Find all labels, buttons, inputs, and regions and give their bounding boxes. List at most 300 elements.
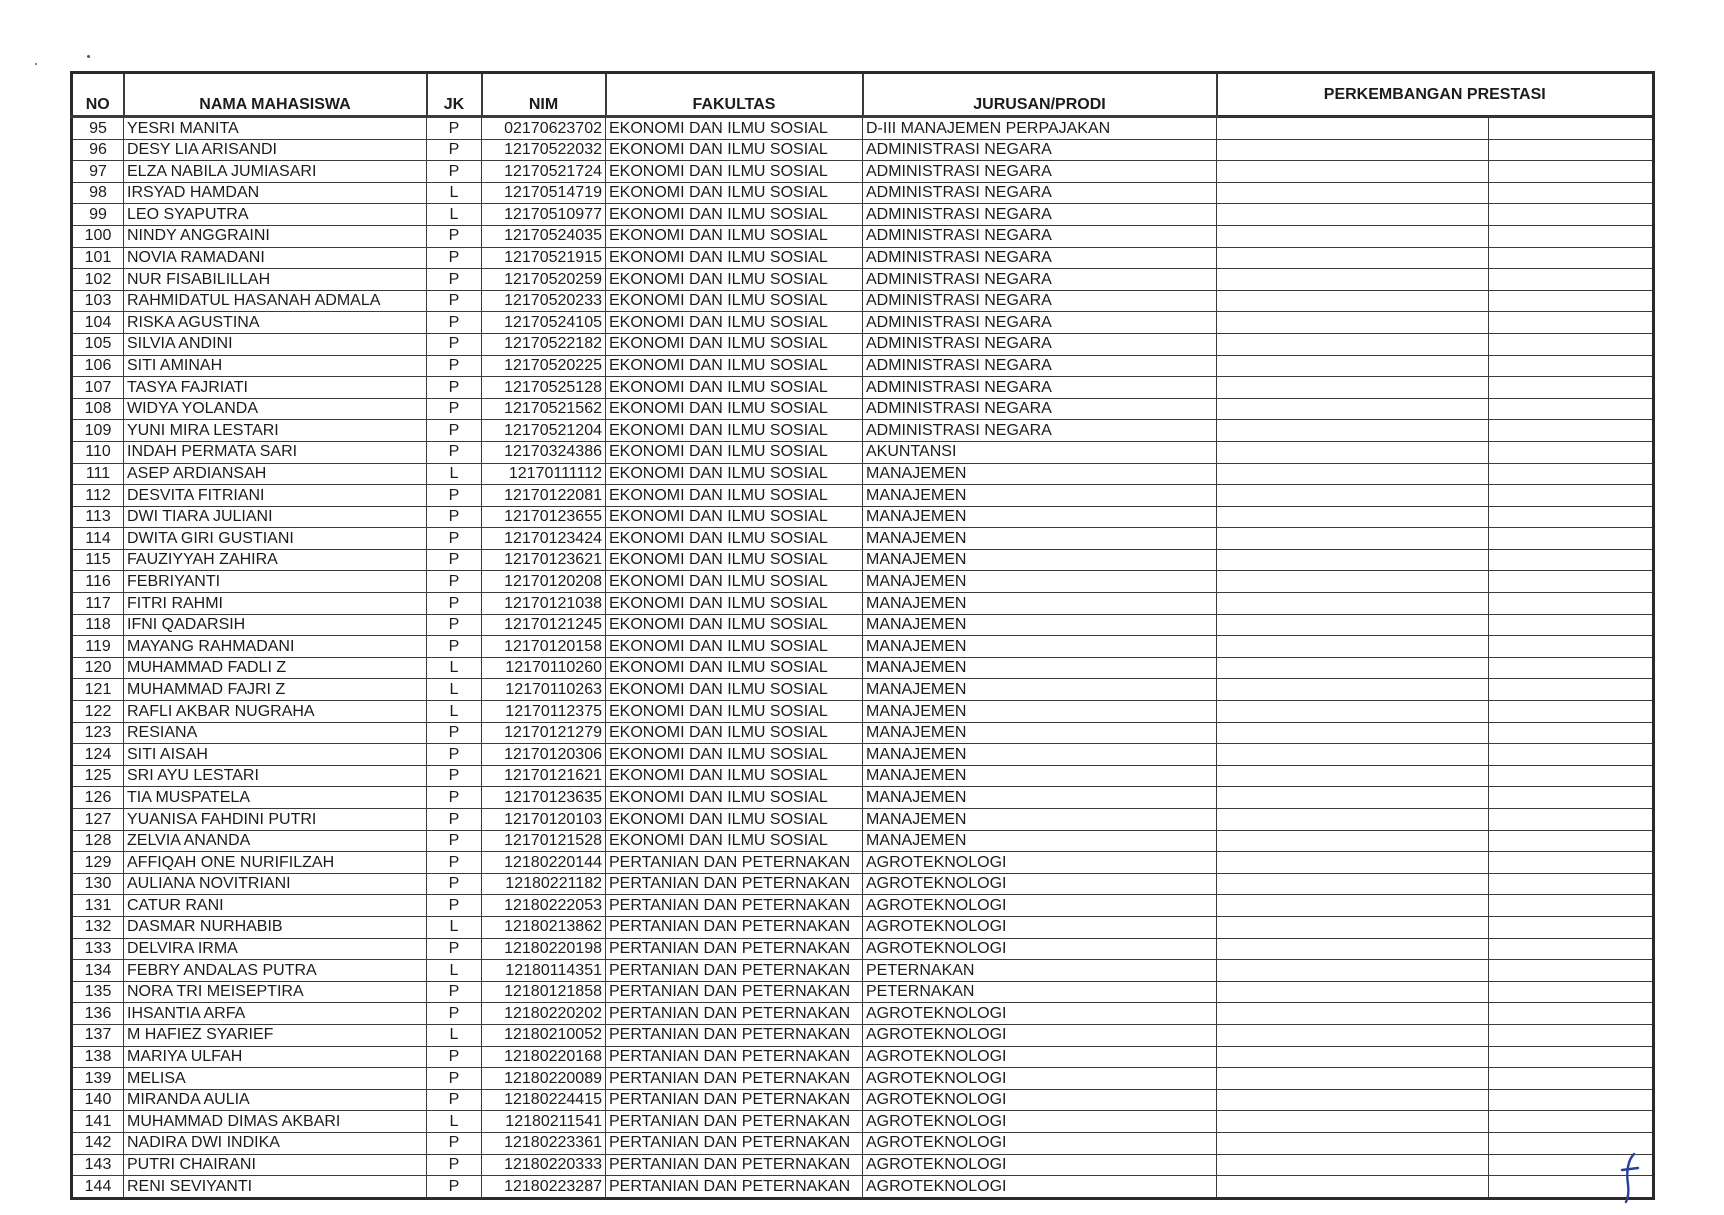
row-nim: 12170121621 <box>482 765 606 787</box>
row-prestasi-1 <box>1217 528 1489 550</box>
row-fakultas: EKONOMI DAN ILMU SOSIAL <box>606 333 863 355</box>
row-no: 137 <box>72 1024 124 1046</box>
row-prestasi-2 <box>1489 895 1654 917</box>
row-nama: TASYA FAJRIATI <box>124 377 427 399</box>
row-nim: 12180222053 <box>482 895 606 917</box>
row-no: 120 <box>72 657 124 679</box>
row-jurusan: MANAJEMEN <box>863 830 1217 852</box>
row-no: 102 <box>72 269 124 291</box>
row-prestasi-1 <box>1217 225 1489 247</box>
row-no: 101 <box>72 247 124 269</box>
row-jk: P <box>427 506 482 528</box>
row-jk: L <box>427 204 482 226</box>
row-fakultas: EKONOMI DAN ILMU SOSIAL <box>606 809 863 831</box>
row-prestasi-2 <box>1489 787 1654 809</box>
row-no: 126 <box>72 787 124 809</box>
row-prestasi-2 <box>1489 355 1654 377</box>
row-no: 129 <box>72 852 124 874</box>
row-jk: L <box>427 916 482 938</box>
row-no: 96 <box>72 139 124 161</box>
row-prestasi-1 <box>1217 787 1489 809</box>
row-prestasi-1 <box>1217 1154 1489 1176</box>
row-prestasi-2 <box>1489 506 1654 528</box>
table-row <box>72 1003 1654 1025</box>
row-no: 115 <box>72 549 124 571</box>
row-jk: P <box>427 722 482 744</box>
row-fakultas: PERTANIAN DAN PETERNAKAN <box>606 1024 863 1046</box>
row-prestasi-2 <box>1489 614 1654 636</box>
table-row <box>72 679 1654 701</box>
row-prestasi-2 <box>1489 1024 1654 1046</box>
row-jurusan: AKUNTANSI <box>863 441 1217 463</box>
table-row <box>72 139 1654 161</box>
row-nama: SILVIA ANDINI <box>124 333 427 355</box>
row-nim: 12170122081 <box>482 485 606 507</box>
speck-mark <box>87 55 90 58</box>
row-nim: 12170520259 <box>482 269 606 291</box>
row-no: 131 <box>72 895 124 917</box>
row-jk: P <box>427 744 482 766</box>
row-jurusan: ADMINISTRASI NEGARA <box>863 269 1217 291</box>
row-nim: 12170111112 <box>482 463 606 485</box>
row-fakultas: EKONOMI DAN ILMU SOSIAL <box>606 528 863 550</box>
row-jurusan: AGROTEKNOLOGI <box>863 1046 1217 1068</box>
table-row <box>72 1154 1654 1176</box>
row-jurusan: AGROTEKNOLOGI <box>863 1003 1217 1025</box>
row-fakultas: PERTANIAN DAN PETERNAKAN <box>606 1068 863 1090</box>
row-nim: 12180220198 <box>482 938 606 960</box>
row-prestasi-1 <box>1217 701 1489 723</box>
row-no: 109 <box>72 420 124 442</box>
table-row <box>72 333 1654 355</box>
row-jurusan: MANAJEMEN <box>863 657 1217 679</box>
table-row <box>72 809 1654 831</box>
row-nim: 12170521562 <box>482 398 606 420</box>
row-prestasi-2 <box>1489 593 1654 615</box>
table-row <box>72 117 1654 140</box>
row-fakultas: EKONOMI DAN ILMU SOSIAL <box>606 247 863 269</box>
row-nim: 02170623702 <box>482 117 606 140</box>
row-jurusan: ADMINISTRASI NEGARA <box>863 355 1217 377</box>
table-header-row <box>72 73 1654 117</box>
row-jk: P <box>427 117 482 140</box>
row-prestasi-1 <box>1217 938 1489 960</box>
row-fakultas: EKONOMI DAN ILMU SOSIAL <box>606 463 863 485</box>
row-prestasi-2 <box>1489 247 1654 269</box>
table-row <box>72 938 1654 960</box>
row-prestasi-2 <box>1489 679 1654 701</box>
table-row <box>72 528 1654 550</box>
row-nim: 12170324386 <box>482 441 606 463</box>
row-prestasi-1 <box>1217 355 1489 377</box>
row-fakultas: PERTANIAN DAN PETERNAKAN <box>606 981 863 1003</box>
row-prestasi-2 <box>1489 290 1654 312</box>
row-nama: IFNI QADARSIH <box>124 614 427 636</box>
row-fakultas: EKONOMI DAN ILMU SOSIAL <box>606 830 863 852</box>
row-fakultas: EKONOMI DAN ILMU SOSIAL <box>606 398 863 420</box>
row-nim: 12180114351 <box>482 960 606 982</box>
row-no: 132 <box>72 916 124 938</box>
row-jurusan: D-III MANAJEMEN PERPAJAKAN <box>863 117 1217 140</box>
row-fakultas: EKONOMI DAN ILMU SOSIAL <box>606 506 863 528</box>
row-nama: DESY LIA ARISANDI <box>124 139 427 161</box>
table-row <box>72 355 1654 377</box>
row-nim: 12170521915 <box>482 247 606 269</box>
table-row <box>72 420 1654 442</box>
row-nim: 12180220144 <box>482 852 606 874</box>
row-nama: IRSYAD HAMDAN <box>124 182 427 204</box>
row-nim: 12180224415 <box>482 1089 606 1111</box>
table-row <box>72 182 1654 204</box>
row-no: 112 <box>72 485 124 507</box>
row-nim: 12180121858 <box>482 981 606 1003</box>
header-no: NO <box>72 73 124 117</box>
row-nama: DWITA GIRI GUSTIANI <box>124 528 427 550</box>
row-prestasi-1 <box>1217 636 1489 658</box>
row-jurusan: PETERNAKAN <box>863 960 1217 982</box>
row-nama: FEBRIYANTI <box>124 571 427 593</box>
row-prestasi-1 <box>1217 1003 1489 1025</box>
row-prestasi-1 <box>1217 1024 1489 1046</box>
row-jurusan: ADMINISTRASI NEGARA <box>863 247 1217 269</box>
row-prestasi-1 <box>1217 679 1489 701</box>
row-fakultas: EKONOMI DAN ILMU SOSIAL <box>606 290 863 312</box>
row-prestasi-1 <box>1217 463 1489 485</box>
row-jurusan: MANAJEMEN <box>863 636 1217 658</box>
row-nim: 12170522182 <box>482 333 606 355</box>
row-jurusan: MANAJEMEN <box>863 744 1217 766</box>
row-jurusan: AGROTEKNOLOGI <box>863 1111 1217 1133</box>
row-prestasi-2 <box>1489 636 1654 658</box>
row-jk: P <box>427 441 482 463</box>
row-jk: P <box>427 809 482 831</box>
row-prestasi-1 <box>1217 549 1489 571</box>
row-jurusan: ADMINISTRASI NEGARA <box>863 225 1217 247</box>
row-prestasi-2 <box>1489 139 1654 161</box>
row-no: 133 <box>72 938 124 960</box>
row-jk: P <box>427 571 482 593</box>
row-fakultas: EKONOMI DAN ILMU SOSIAL <box>606 571 863 593</box>
row-prestasi-1 <box>1217 960 1489 982</box>
row-jurusan: MANAJEMEN <box>863 485 1217 507</box>
row-jurusan: AGROTEKNOLOGI <box>863 1024 1217 1046</box>
row-no: 103 <box>72 290 124 312</box>
table-row <box>72 161 1654 183</box>
row-jk: P <box>427 938 482 960</box>
table-row <box>72 549 1654 571</box>
row-jurusan: MANAJEMEN <box>863 809 1217 831</box>
table-row <box>72 312 1654 334</box>
row-nim: 12170123655 <box>482 506 606 528</box>
row-nama: PUTRI CHAIRANI <box>124 1154 427 1176</box>
row-no: 142 <box>72 1132 124 1154</box>
row-no: 135 <box>72 981 124 1003</box>
row-prestasi-1 <box>1217 722 1489 744</box>
row-prestasi-2 <box>1489 765 1654 787</box>
row-nama: FEBRY ANDALAS PUTRA <box>124 960 427 982</box>
row-fakultas: EKONOMI DAN ILMU SOSIAL <box>606 744 863 766</box>
row-jk: P <box>427 614 482 636</box>
table-row <box>72 830 1654 852</box>
row-no: 144 <box>72 1176 124 1199</box>
row-fakultas: EKONOMI DAN ILMU SOSIAL <box>606 549 863 571</box>
row-fakultas: EKONOMI DAN ILMU SOSIAL <box>606 657 863 679</box>
table-row <box>72 593 1654 615</box>
row-fakultas: PERTANIAN DAN PETERNAKAN <box>606 916 863 938</box>
row-jk: P <box>427 1068 482 1090</box>
row-nama: MARIYA ULFAH <box>124 1046 427 1068</box>
row-jurusan: MANAJEMEN <box>863 463 1217 485</box>
row-prestasi-2 <box>1489 981 1654 1003</box>
row-nim: 12170524035 <box>482 225 606 247</box>
row-no: 143 <box>72 1154 124 1176</box>
row-fakultas: PERTANIAN DAN PETERNAKAN <box>606 1003 863 1025</box>
row-jk: P <box>427 420 482 442</box>
row-prestasi-1 <box>1217 117 1489 140</box>
row-no: 104 <box>72 312 124 334</box>
row-no: 118 <box>72 614 124 636</box>
row-prestasi-1 <box>1217 571 1489 593</box>
row-prestasi-2 <box>1489 312 1654 334</box>
row-nim: 12180220202 <box>482 1003 606 1025</box>
row-nim: 12180220168 <box>482 1046 606 1068</box>
row-jk: P <box>427 247 482 269</box>
row-jk: L <box>427 701 482 723</box>
row-no: 134 <box>72 960 124 982</box>
row-jurusan: MANAJEMEN <box>863 679 1217 701</box>
table-row <box>72 636 1654 658</box>
row-nim: 12170525128 <box>482 377 606 399</box>
row-jurusan: ADMINISTRASI NEGARA <box>863 333 1217 355</box>
row-jk: P <box>427 549 482 571</box>
row-prestasi-1 <box>1217 161 1489 183</box>
row-nama: MUHAMMAD FADLI Z <box>124 657 427 679</box>
row-nama: RAHMIDATUL HASANAH ADMALA <box>124 290 427 312</box>
row-nama: TIA MUSPATELA <box>124 787 427 809</box>
row-prestasi-2 <box>1489 809 1654 831</box>
row-jurusan: MANAJEMEN <box>863 506 1217 528</box>
table-row <box>72 247 1654 269</box>
row-prestasi-1 <box>1217 182 1489 204</box>
row-prestasi-1 <box>1217 290 1489 312</box>
row-jk: P <box>427 312 482 334</box>
row-prestasi-2 <box>1489 657 1654 679</box>
row-jurusan: AGROTEKNOLOGI <box>863 895 1217 917</box>
row-jk: L <box>427 1111 482 1133</box>
row-no: 98 <box>72 182 124 204</box>
row-no: 139 <box>72 1068 124 1090</box>
row-prestasi-1 <box>1217 895 1489 917</box>
row-prestasi-1 <box>1217 1176 1489 1199</box>
header-jurusan: JURUSAN/PRODI <box>863 73 1217 117</box>
row-no: 114 <box>72 528 124 550</box>
row-jurusan: ADMINISTRASI NEGARA <box>863 420 1217 442</box>
row-prestasi-1 <box>1217 441 1489 463</box>
row-nama: RESIANA <box>124 722 427 744</box>
row-no: 111 <box>72 463 124 485</box>
row-nama: YUANISA FAHDINI PUTRI <box>124 809 427 831</box>
row-nama: NADIRA DWI INDIKA <box>124 1132 427 1154</box>
row-jurusan: ADMINISTRASI NEGARA <box>863 398 1217 420</box>
row-jk: P <box>427 1132 482 1154</box>
row-jurusan: MANAJEMEN <box>863 549 1217 571</box>
row-nama: WIDYA YOLANDA <box>124 398 427 420</box>
row-nama: DELVIRA IRMA <box>124 938 427 960</box>
row-prestasi-2 <box>1489 1089 1654 1111</box>
row-fakultas: EKONOMI DAN ILMU SOSIAL <box>606 204 863 226</box>
row-fakultas: EKONOMI DAN ILMU SOSIAL <box>606 182 863 204</box>
row-nim: 12170110263 <box>482 679 606 701</box>
row-prestasi-1 <box>1217 1046 1489 1068</box>
row-nama: MIRANDA AULIA <box>124 1089 427 1111</box>
row-jurusan: ADMINISTRASI NEGARA <box>863 204 1217 226</box>
row-nama: NINDY ANGGRAINI <box>124 225 427 247</box>
row-jk: P <box>427 377 482 399</box>
row-nama: IHSANTIA ARFA <box>124 1003 427 1025</box>
row-jk: L <box>427 182 482 204</box>
row-prestasi-1 <box>1217 333 1489 355</box>
row-fakultas: PERTANIAN DAN PETERNAKAN <box>606 1089 863 1111</box>
table-row <box>72 1024 1654 1046</box>
row-nama: MAYANG RAHMADANI <box>124 636 427 658</box>
row-jk: P <box>427 1176 482 1199</box>
row-prestasi-1 <box>1217 657 1489 679</box>
row-nim: 12180213862 <box>482 916 606 938</box>
row-no: 106 <box>72 355 124 377</box>
row-prestasi-1 <box>1217 744 1489 766</box>
row-jurusan: MANAJEMEN <box>863 722 1217 744</box>
row-jk: P <box>427 355 482 377</box>
table-row <box>72 981 1654 1003</box>
row-jk: L <box>427 1024 482 1046</box>
row-prestasi-2 <box>1489 960 1654 982</box>
table-row <box>72 701 1654 723</box>
row-nim: 12170121245 <box>482 614 606 636</box>
header-nim: NIM <box>482 73 606 117</box>
row-fakultas: PERTANIAN DAN PETERNAKAN <box>606 1046 863 1068</box>
row-no: 113 <box>72 506 124 528</box>
row-jk: P <box>427 787 482 809</box>
row-prestasi-2 <box>1489 1003 1654 1025</box>
row-fakultas: PERTANIAN DAN PETERNAKAN <box>606 938 863 960</box>
row-jurusan: ADMINISTRASI NEGARA <box>863 290 1217 312</box>
table-row <box>72 398 1654 420</box>
row-nama: YESRI MANITA <box>124 117 427 140</box>
row-nim: 12180223361 <box>482 1132 606 1154</box>
row-prestasi-1 <box>1217 312 1489 334</box>
table-row <box>72 722 1654 744</box>
row-fakultas: EKONOMI DAN ILMU SOSIAL <box>606 701 863 723</box>
row-nama: LEO SYAPUTRA <box>124 204 427 226</box>
row-prestasi-2 <box>1489 938 1654 960</box>
row-prestasi-1 <box>1217 269 1489 291</box>
row-nim: 12170120158 <box>482 636 606 658</box>
row-nama: SITI AMINAH <box>124 355 427 377</box>
row-fakultas: EKONOMI DAN ILMU SOSIAL <box>606 355 863 377</box>
speck-mark <box>35 63 37 65</box>
row-nim: 12170522032 <box>482 139 606 161</box>
row-no: 119 <box>72 636 124 658</box>
row-prestasi-2 <box>1489 1111 1654 1133</box>
row-fakultas: EKONOMI DAN ILMU SOSIAL <box>606 269 863 291</box>
row-fakultas: PERTANIAN DAN PETERNAKAN <box>606 873 863 895</box>
row-jurusan: ADMINISTRASI NEGARA <box>863 182 1217 204</box>
table-row <box>72 873 1654 895</box>
row-jurusan: AGROTEKNOLOGI <box>863 1132 1217 1154</box>
header-nama: NAMA MAHASISWA <box>124 73 427 117</box>
row-fakultas: EKONOMI DAN ILMU SOSIAL <box>606 161 863 183</box>
table-row <box>72 1132 1654 1154</box>
row-jurusan: ADMINISTRASI NEGARA <box>863 139 1217 161</box>
row-jurusan: MANAJEMEN <box>863 593 1217 615</box>
row-prestasi-2 <box>1489 182 1654 204</box>
row-jk: P <box>427 290 482 312</box>
row-prestasi-2 <box>1489 161 1654 183</box>
row-fakultas: PERTANIAN DAN PETERNAKAN <box>606 1132 863 1154</box>
row-jk: P <box>427 981 482 1003</box>
row-nim: 12180211541 <box>482 1111 606 1133</box>
row-jurusan: ADMINISTRASI NEGARA <box>863 377 1217 399</box>
row-fakultas: PERTANIAN DAN PETERNAKAN <box>606 1154 863 1176</box>
row-fakultas: EKONOMI DAN ILMU SOSIAL <box>606 312 863 334</box>
row-prestasi-2 <box>1489 269 1654 291</box>
row-prestasi-2 <box>1489 441 1654 463</box>
row-jurusan: ADMINISTRASI NEGARA <box>863 312 1217 334</box>
row-prestasi-2 <box>1489 852 1654 874</box>
row-fakultas: PERTANIAN DAN PETERNAKAN <box>606 895 863 917</box>
row-jurusan: AGROTEKNOLOGI <box>863 1154 1217 1176</box>
row-no: 128 <box>72 830 124 852</box>
row-no: 107 <box>72 377 124 399</box>
row-no: 108 <box>72 398 124 420</box>
header-jk: JK <box>427 73 482 117</box>
row-prestasi-2 <box>1489 1046 1654 1068</box>
row-fakultas: EKONOMI DAN ILMU SOSIAL <box>606 722 863 744</box>
table-row <box>72 960 1654 982</box>
row-jk: P <box>427 139 482 161</box>
row-fakultas: PERTANIAN DAN PETERNAKAN <box>606 852 863 874</box>
row-no: 122 <box>72 701 124 723</box>
row-nama: RENI SEVIYANTI <box>124 1176 427 1199</box>
row-prestasi-2 <box>1489 398 1654 420</box>
row-prestasi-1 <box>1217 809 1489 831</box>
row-no: 105 <box>72 333 124 355</box>
row-nama: NOVIA RAMADANI <box>124 247 427 269</box>
row-jk: L <box>427 960 482 982</box>
row-prestasi-1 <box>1217 485 1489 507</box>
row-nim: 12170121279 <box>482 722 606 744</box>
table-row <box>72 895 1654 917</box>
row-jurusan: AGROTEKNOLOGI <box>863 938 1217 960</box>
row-fakultas: EKONOMI DAN ILMU SOSIAL <box>606 420 863 442</box>
table-row <box>72 657 1654 679</box>
row-jurusan: AGROTEKNOLOGI <box>863 1068 1217 1090</box>
row-no: 130 <box>72 873 124 895</box>
row-prestasi-1 <box>1217 830 1489 852</box>
row-nama: AULIANA NOVITRIANI <box>124 873 427 895</box>
table-row <box>72 485 1654 507</box>
row-jk: P <box>427 528 482 550</box>
table-row <box>72 225 1654 247</box>
table-row <box>72 852 1654 874</box>
row-no: 127 <box>72 809 124 831</box>
row-nama: M HAFIEZ SYARIEF <box>124 1024 427 1046</box>
row-nim: 12170112375 <box>482 701 606 723</box>
row-nim: 12180220089 <box>482 1068 606 1090</box>
row-prestasi-2 <box>1489 485 1654 507</box>
row-nama: DASMAR NURHABIB <box>124 916 427 938</box>
row-jk: L <box>427 657 482 679</box>
